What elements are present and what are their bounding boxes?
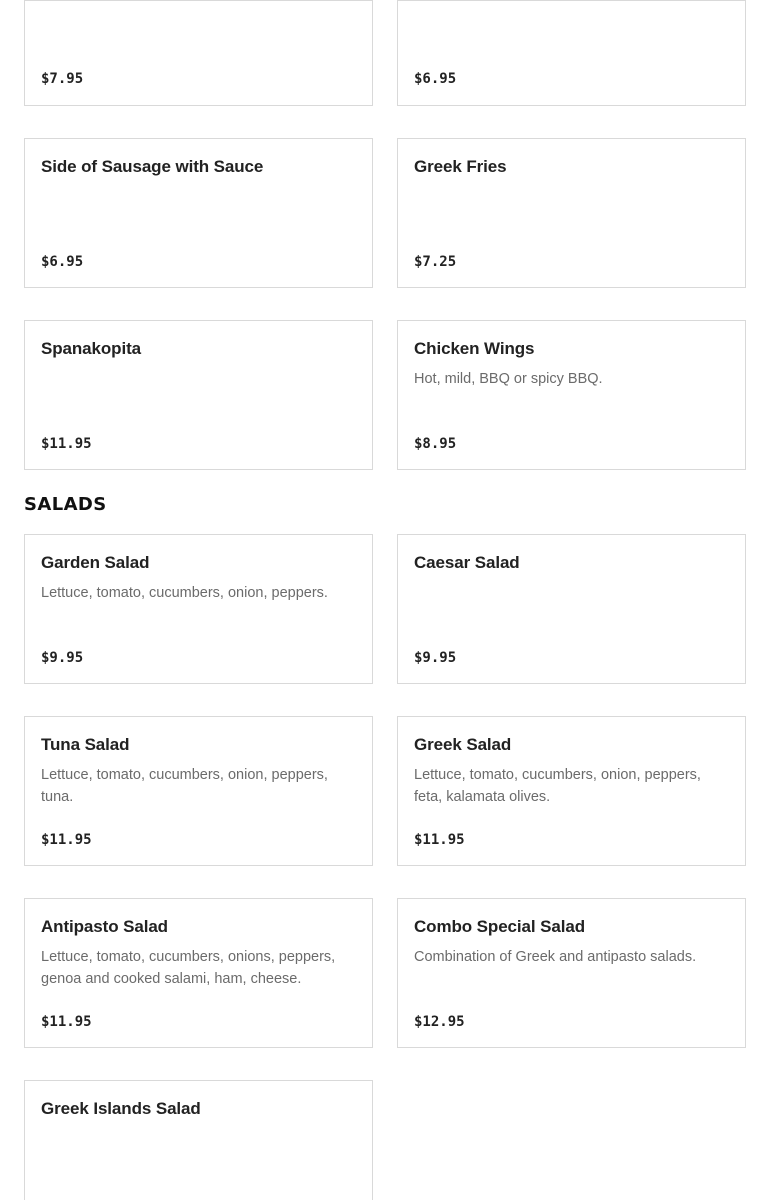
item-name: Spanakopita xyxy=(41,339,141,358)
item-name: Chicken Wings xyxy=(414,339,535,358)
item-price: $7.95 xyxy=(41,71,84,87)
item-name: Combo Special Salad xyxy=(414,917,585,936)
item-name: Greek Fries xyxy=(414,157,507,176)
item-price: $11.95 xyxy=(41,832,92,848)
item-price: $9.95 xyxy=(414,650,457,666)
item-price: $6.95 xyxy=(41,254,84,270)
item-description: Combination of Greek and antipasto salads. xyxy=(414,949,697,965)
item-description: Lettuce, tomato, cucumbers, onion, peppers. xyxy=(41,585,328,601)
item-description: Lettuce, tomato, cucumbers, onion, peppers, feta, kalamata olives. xyxy=(414,767,701,805)
menu-item-card[interactable] xyxy=(24,898,373,1048)
menu-item-card[interactable] xyxy=(24,1080,373,1200)
menu-item-card[interactable] xyxy=(24,138,373,288)
menu-item-card[interactable] xyxy=(24,0,373,106)
menu-item-card[interactable] xyxy=(24,320,373,470)
menu-item-card[interactable] xyxy=(397,0,746,106)
item-price: $11.95 xyxy=(41,436,92,452)
menu-item-card[interactable] xyxy=(397,898,746,1048)
item-name: Side of Sausage with Sauce xyxy=(41,157,264,176)
item-name: Greek Salad xyxy=(414,735,512,754)
item-description: Lettuce, tomato, cucumbers, onion, peppers, tuna. xyxy=(41,767,328,805)
menu-item-card[interactable] xyxy=(397,534,746,684)
item-price: $9.95 xyxy=(41,650,84,666)
item-price: $7.25 xyxy=(414,254,457,270)
item-price: $8.95 xyxy=(414,436,457,452)
menu-item-card[interactable] xyxy=(397,138,746,288)
menu-item-card[interactable] xyxy=(24,534,373,684)
section-heading-salads: SALADS xyxy=(24,494,107,515)
item-price: $6.95 xyxy=(414,71,457,87)
item-description: Hot, mild, BBQ or spicy BBQ. xyxy=(414,371,603,387)
item-name: Greek Islands Salad xyxy=(41,1099,201,1118)
menu-item-card[interactable] xyxy=(397,716,746,866)
item-price: $11.95 xyxy=(41,1014,92,1030)
menu-item-card[interactable] xyxy=(24,716,373,866)
item-description: Lettuce, tomato, cucumbers, onions, peppers, genoa and cooked salami, ham, cheese. xyxy=(41,949,336,987)
item-name: Antipasto Salad xyxy=(41,917,168,936)
item-price: $11.95 xyxy=(414,832,465,848)
item-name: Tuna Salad xyxy=(41,735,130,754)
item-name: Garden Salad xyxy=(41,553,150,572)
menu-item-card[interactable] xyxy=(397,320,746,470)
item-name: Caesar Salad xyxy=(414,553,520,572)
item-price: $12.95 xyxy=(414,1014,465,1030)
